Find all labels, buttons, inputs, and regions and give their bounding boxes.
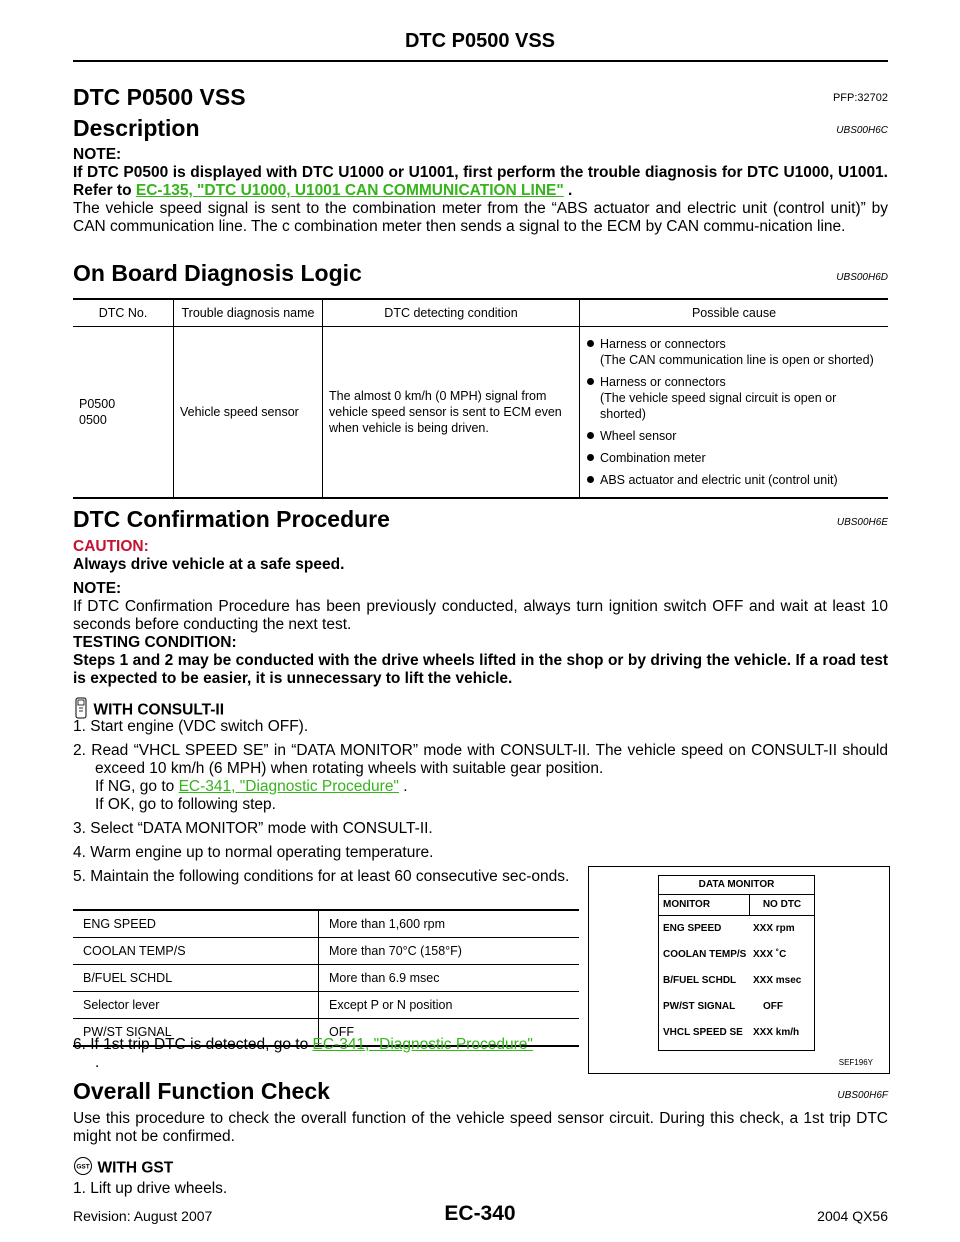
condition-value: Except P or N position (319, 992, 580, 1019)
page-header-title: DTC P0500 VSS (404, 30, 556, 52)
detecting-condition: The almost 0 km/h (0 MPH) signal from vehicle speed sensor is sent to ECM even when vehicle is being driven. (323, 327, 580, 498)
confirm-heading: DTC Confirmation Procedure (73, 506, 390, 532)
condition-value: More than 6.9 msec (319, 965, 580, 992)
monitor-left-head: MONITOR (659, 895, 750, 915)
list-item: Harness or connectors (The vehicle speed signal circuit is open or shorted) (586, 374, 882, 422)
list-item: ABS actuator and electric unit (control unit) (586, 472, 882, 488)
condition-item: B/FUEL SCHDL (73, 965, 319, 992)
step-2-ng-end: . (403, 778, 408, 795)
monitor-row (659, 916, 814, 942)
gst-icon-label: GST (76, 1163, 90, 1171)
confirm-note-text: If DTC Confirmation Procedure has been previously conducted, always turn ignition switch OFF and wait at least 10 seconds before conducting the next test. (73, 598, 888, 633)
table-row (73, 911, 579, 938)
description-note (73, 164, 888, 200)
list-item: Harness or connectors (The CAN communication line is open or shorted) (586, 336, 882, 368)
monitor-label: ENG SPEED (663, 923, 722, 934)
step-5: 5. Maintain the following conditions for at least 60 consecutive sec-onds. (73, 868, 570, 885)
monitor-label: PW/ST SIGNAL (663, 1001, 736, 1012)
monitor-value: XXX ˚C (753, 949, 787, 960)
condition-item: Selector lever (73, 992, 319, 1019)
description-tag: UBS00H6C (836, 125, 888, 136)
step-6 (73, 1036, 533, 1054)
monitor-right-head: NO DTC (762, 899, 802, 910)
monitor-value: XXX rpm (753, 923, 795, 934)
step-2: 2. Read “VHCL SPEED SE” in “DATA MONITOR” mode with CONSULT-II. The vehicle speed on CONSULT-II should exceed 10 km/h (6 MPH) when rotating wheels with suitable gear position. (73, 742, 888, 777)
overall-body: Use this procedure to check the overall function of the vehicle speed sensor circuit. During this check, a 1st trip DTC might not be confirmed. (73, 1110, 888, 1145)
col-detecting-condition: DTC detecting condition (323, 299, 580, 327)
step-3: 3. Select “DATA MONITOR” mode with CONSULT-II. (73, 820, 433, 837)
col-possible-cause: Possible cause (580, 299, 889, 327)
obd-table-bottom-rule (73, 497, 888, 499)
step-1: 1. Start engine (VDC switch OFF). (73, 718, 309, 735)
obd-table-header (73, 299, 888, 327)
col-trouble-name: Trouble diagnosis name (174, 299, 323, 327)
with-gst-heading (73, 1156, 173, 1181)
figure-id: SEF196Y (838, 1058, 873, 1067)
col-dtc-no: DTC No. (73, 299, 174, 327)
step-4: 4. Warm engine up to normal operating temperature. (73, 844, 434, 861)
table-row (73, 992, 579, 1019)
data-monitor-subheader (659, 895, 814, 916)
footer-revision: Revision: August 2007 (73, 1208, 213, 1224)
confirm-note-label: NOTE: (73, 580, 122, 597)
caution-text: Always drive vehicle at a safe speed. (73, 556, 345, 573)
dtc-u1000-link[interactable]: EC-135, "DTC U1000, U1001 CAN COMMUNICATION LINE" (135, 182, 564, 199)
description-body: The vehicle speed signal is sent to the combination meter from the “ABS actuator and electric unit (control unit)” by CAN communication line. The c combination meter then sends a signal to the ECM by CAN commu-nication line. (73, 200, 888, 235)
with-gst-label: WITH GST (97, 1159, 174, 1177)
description-note-text: If DTC P0500 is displayed with DTC U1000 or U1001, first perform the trouble diagnosis for DTC U1000, U1001. Refer to (73, 164, 888, 199)
possible-causes (580, 327, 889, 498)
step-6-end: . (95, 1054, 100, 1071)
overall-tag: UBS00H6F (837, 1090, 888, 1101)
monitor-label: COOLAN TEMP/S (663, 949, 747, 960)
data-monitor-figure (588, 866, 890, 1074)
monitor-value: XXX km/h (753, 1027, 800, 1038)
step-2-ok: If OK, go to following step. (95, 796, 276, 813)
condition-item: ENG SPEED (73, 911, 319, 938)
condition-item: COOLAN TEMP/S (73, 938, 319, 965)
description-note-end: . (568, 182, 573, 199)
testing-condition-text: Steps 1 and 2 may be conducted with the drive wheels lifted in the shop or by driving the vehicle. If a road test is expected to be easier, it is unnecessary to lift the vehicle. (73, 652, 888, 687)
obd-tag: UBS00H6D (836, 272, 888, 283)
monitor-row (659, 942, 814, 968)
overall-heading: Overall Function Check (73, 1078, 330, 1104)
condition-value: OFF (319, 1019, 580, 1047)
section-title: DTC P0500 VSS (73, 84, 246, 110)
diagnostic-procedure-link[interactable]: EC-341, "Diagnostic Procedure" (312, 1036, 533, 1053)
data-monitor-title: DATA MONITOR (659, 876, 814, 895)
confirm-tag: UBS00H6E (836, 517, 888, 528)
monitor-value: XXX msec (753, 975, 802, 986)
table-row (73, 965, 579, 992)
monitor-label: VHCL SPEED SE (663, 1027, 743, 1038)
step-2-ng-text: If NG, go to (95, 778, 175, 795)
gst-tool-icon (73, 1156, 93, 1181)
data-monitor-screen (658, 875, 815, 1051)
caution-label: CAUTION: (73, 538, 149, 555)
trouble-name: Vehicle speed sensor (174, 327, 323, 498)
step-2-ng (95, 778, 408, 796)
dtc-number: P0500 0500 (79, 397, 116, 428)
monitor-row (659, 994, 814, 1020)
header-rule (73, 60, 888, 62)
obd-table (73, 299, 888, 498)
footer-model: 2004 QX56 (817, 1208, 888, 1224)
overall-step-1: 1. Lift up drive wheels. (73, 1180, 228, 1197)
obd-heading: On Board Diagnosis Logic (73, 260, 362, 286)
list-item: Combination meter (586, 450, 882, 466)
condition-item: PW/ST SIGNAL (73, 1019, 319, 1047)
monitor-row (659, 1020, 814, 1046)
conditions-table (73, 911, 579, 1047)
footer-page-number: EC-340 (444, 1202, 516, 1225)
monitor-row (659, 968, 814, 994)
description-note-label: NOTE: (73, 146, 122, 163)
diagnostic-procedure-link[interactable]: EC-341, "Diagnostic Procedure" (178, 778, 399, 795)
list-item: Wheel sensor (586, 428, 882, 444)
table-row (73, 938, 579, 965)
table-row (73, 327, 888, 498)
monitor-value: OFF (763, 1001, 783, 1012)
condition-value: More than 1,600 rpm (319, 911, 580, 938)
step-6-text: 6. If 1st trip DTC is detected, go to (73, 1036, 309, 1053)
testing-condition-label: TESTING CONDITION: (73, 634, 237, 651)
pfp-code: PFP:32702 (832, 92, 888, 104)
monitor-label: B/FUEL SCHDL (663, 975, 737, 986)
with-consult-label: WITH CONSULT-II (93, 701, 225, 719)
description-heading: Description (73, 115, 200, 141)
condition-value: More than 70°C (158°F) (319, 938, 580, 965)
